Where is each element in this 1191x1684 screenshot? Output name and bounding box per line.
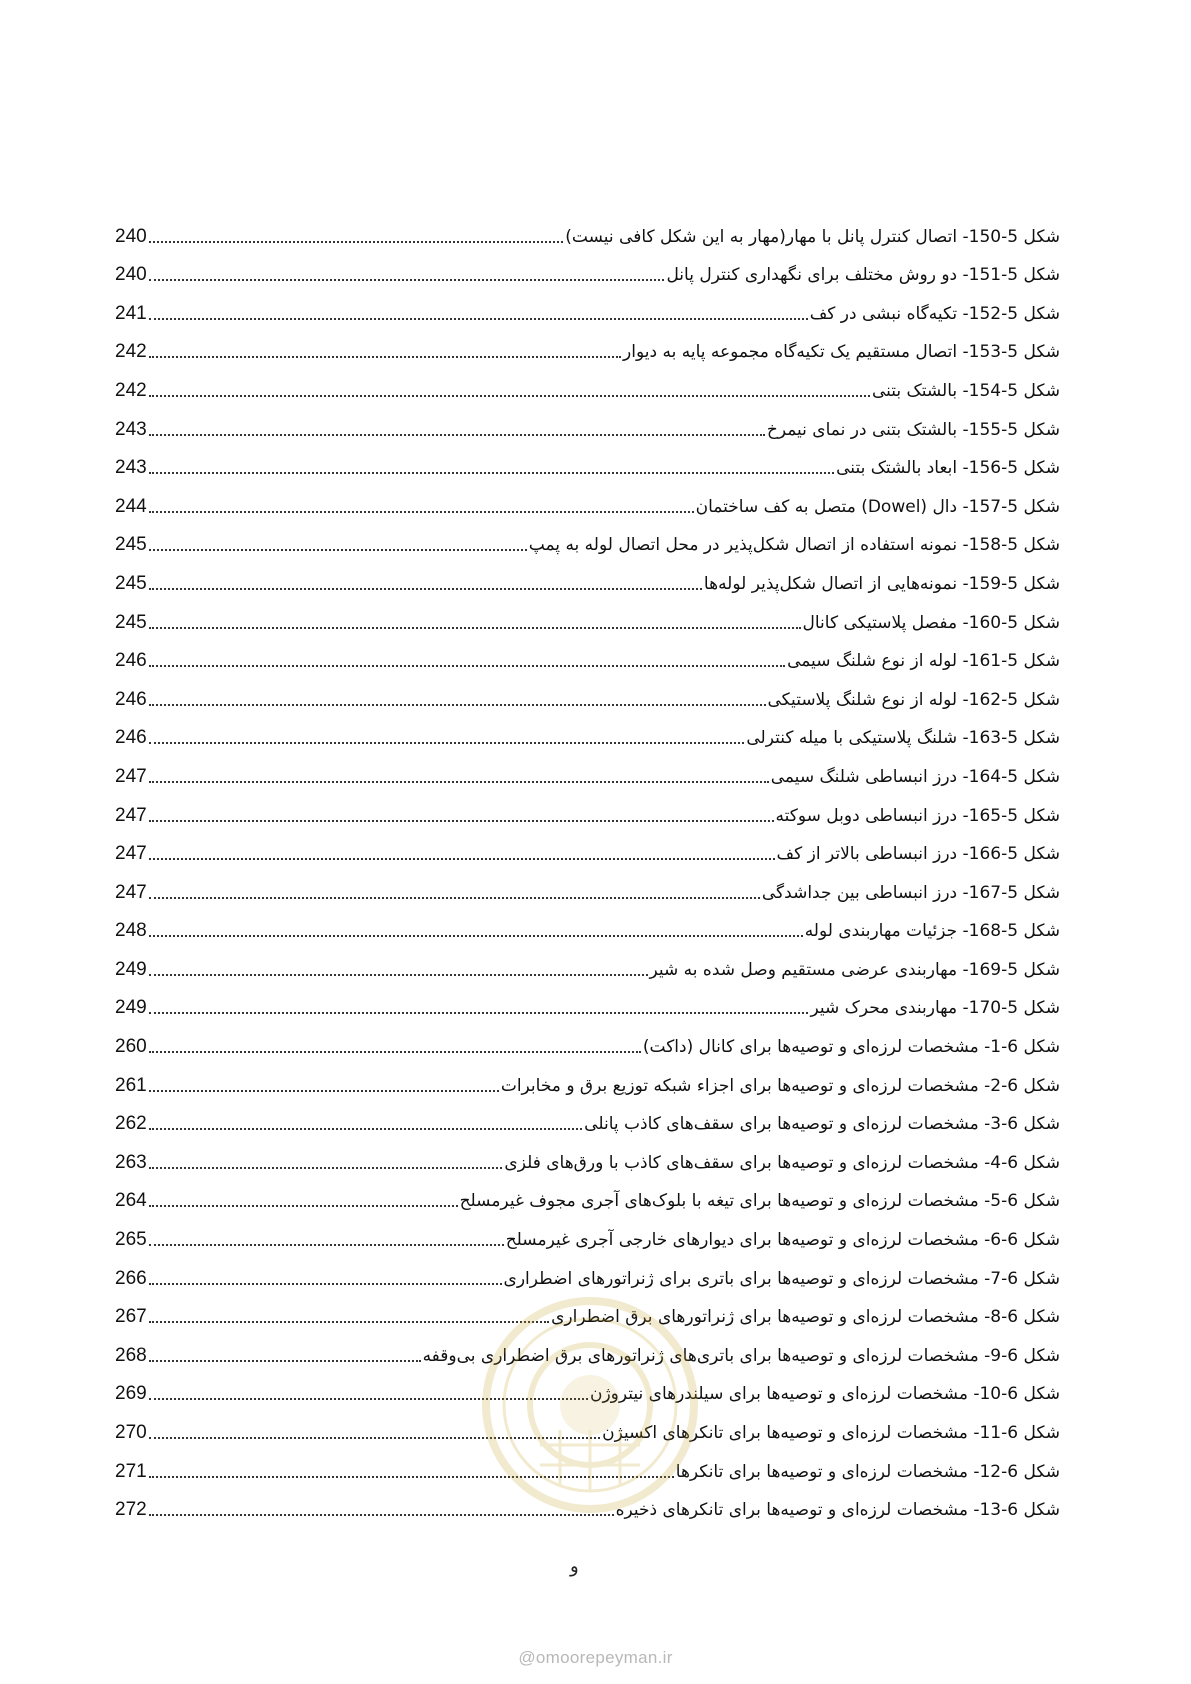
toc-leader-dots [149,820,774,822]
toc-entry-title: شکل 5-166- درز انبساطی بالاتر از کف [776,844,1060,865]
toc-entry-title: شکل 6-6- مشخصات لرزه‌ای و توصیه‌ها برای دیوارهای خارجی آجری غیرمسلح [505,1230,1060,1251]
toc-entry-title: شکل 6-3- مشخصات لرزه‌ای و توصیه‌ها برای سقف‌های کاذب پانلی [584,1114,1060,1135]
toc-entry[interactable] [115,1294,1060,1333]
toc-entry-page: 265 [115,1229,147,1251]
toc-entry-title: شکل 5-161- لوله از نوع شلنگ سیمی [787,651,1060,672]
toc-leader-dots [149,1167,503,1169]
toc-entry[interactable] [115,985,1060,1024]
toc-entry[interactable] [115,1062,1060,1101]
toc-entry-title: شکل 6-2- مشخصات لرزه‌ای و توصیه‌ها برای اجزاء شبکه توزیع برق و مخابرات [500,1075,1060,1096]
toc-entry[interactable] [115,445,1060,484]
toc-entry-title: شکل 5-156- ابعاد بالشتک بتنی [836,458,1060,479]
toc-leader-dots [149,511,694,513]
toc-entry-page: 268 [115,1344,147,1366]
toc-entry-page: 261 [115,1074,147,1096]
toc-leader-dots [149,1128,582,1130]
toc-entry-page: 271 [115,1460,147,1482]
toc-entry-title: شکل 5-165- درز انبساطی دوبل سوکته [775,805,1060,826]
toc-leader-dots [149,241,564,243]
toc-entry[interactable] [115,367,1060,406]
toc-entry[interactable] [115,560,1060,599]
toc-entry-page: 242 [115,341,147,363]
site-watermark-text: @omoorepeyman.ir [518,1648,673,1667]
page-number: و [570,1556,579,1577]
toc-leader-dots [149,1476,674,1478]
toc-entry[interactable] [115,522,1060,561]
toc-entry-page: 246 [115,727,147,749]
toc-entry[interactable] [115,329,1060,368]
toc-leader-dots [149,935,803,937]
toc-leader-dots [149,395,870,397]
toc-entry[interactable] [115,1101,1060,1140]
toc-entry-page: 260 [115,1036,147,1058]
toc-entry-page: 269 [115,1383,147,1405]
toc-leader-dots [149,1321,549,1323]
toc-entry-page: 242 [115,379,147,401]
toc-entry-title: شکل 5-157- دال (Dowel) متصل به کف ساختمان [695,496,1060,517]
toc-entry-title: شکل 6-5- مشخصات لرزه‌ای و توصیه‌ها برای تیغه با بلوک‌های آجری مجوف غیرمسلح [459,1191,1060,1212]
toc-entry-title: شکل 6-1- مشخصات لرزه‌ای و توصیه‌ها برای کانال (داکت) [642,1037,1060,1058]
toc-entry-page: 243 [115,457,147,479]
toc-leader-dots [149,472,834,474]
toc-entry-page: 247 [115,881,147,903]
toc-entry-page: 245 [115,611,147,633]
toc-entry-page: 267 [115,1306,147,1328]
toc-leader-dots [149,704,766,706]
toc-leader-dots [149,356,621,358]
toc-leader-dots [149,1398,588,1400]
toc-entry[interactable] [115,406,1060,445]
toc-leader-dots [149,1514,614,1516]
toc-entry-page: 248 [115,920,147,942]
toc-entry[interactable] [115,946,1060,985]
toc-entry-title: شکل 5-155- بالشتک بتنی در نمای نیمرخ [766,419,1060,440]
toc-entry-page: 245 [115,572,147,594]
toc-entry-page: 243 [115,418,147,440]
toc-entry[interactable] [115,599,1060,638]
toc-entry[interactable] [115,290,1060,329]
toc-entry[interactable] [115,1448,1060,1487]
toc-entry-page: 240 [115,264,147,286]
toc-leader-dots [149,434,765,436]
toc-entry-title: شکل 5-150- اتصال کنترل پانل با مهار(مهار به این شکل کافی نیست) [565,226,1060,247]
toc-leader-dots [149,1360,421,1362]
toc-entry-page: 249 [115,997,147,1019]
toc-entry[interactable] [115,1487,1060,1526]
toc-leader-dots [149,665,785,667]
toc-entry[interactable] [115,1409,1060,1448]
toc-entry[interactable] [115,792,1060,831]
toc-entry-page: 272 [115,1499,147,1521]
toc-leader-dots [149,279,665,281]
toc-entry-page: 270 [115,1422,147,1443]
toc-entry-title: شکل 5-168- جزئیات مهاربندی لوله [804,921,1060,942]
toc-leader-dots [149,1012,809,1014]
toc-entry[interactable] [115,638,1060,677]
toc-entry-title: شکل 6-9- مشخصات لرزه‌ای و توصیه‌ها برای باتری‌های ژنراتورهای برق اضطراری بی‌وقفه [422,1345,1060,1366]
toc-entry[interactable] [115,676,1060,715]
toc-entry-title: شکل 5-169- مهاربندی عرضی مستقیم وصل شده به شیر [649,959,1060,980]
toc-entry-page: 247 [115,804,147,826]
toc-entry[interactable] [115,869,1060,908]
toc-entry-title: شکل 6-7- مشخصات لرزه‌ای و توصیه‌ها برای باتری برای ژنراتورهای اضطراری [503,1268,1060,1289]
toc-entry[interactable] [115,908,1060,947]
toc-entry-title: شکل 6-11- مشخصات لرزه‌ای و توصیه‌ها برای تانکرهای اکسیژن [602,1423,1060,1443]
toc-entry-title: شکل 6-8- مشخصات لرزه‌ای و توصیه‌ها برای ژنراتورهای برق اضطراری [551,1307,1060,1328]
toc-leader-dots [149,1244,504,1246]
toc-entry[interactable] [115,1139,1060,1178]
toc-entry[interactable] [115,483,1060,522]
toc-entry-page: 245 [115,534,147,556]
toc-entry[interactable] [115,715,1060,754]
toc-leader-dots [149,781,769,783]
toc-entry[interactable] [115,1371,1060,1410]
toc-leader-dots [149,1051,641,1053]
toc-leader-dots [149,318,808,320]
toc-entry[interactable] [115,831,1060,870]
toc-leader-dots [149,588,702,590]
toc-entry-title: شکل 5-159- نمونه‌هایی از اتصال شکل‌پذیر لوله‌ها [703,573,1060,594]
toc-entry[interactable] [115,1023,1060,1062]
toc-entry-title: شکل 6-13- مشخصات لرزه‌ای و توصیه‌ها برای تانکرهای ذخیره [615,1500,1060,1521]
toc-entry-title: شکل 5-163- شلنگ پلاستیکی با میله کنترلی [746,728,1060,749]
toc-entry-page: 246 [115,688,147,710]
toc-entry-title: شکل 5-154- بالشتک بتنی [871,380,1060,401]
toc-entry[interactable] [115,1216,1060,1255]
toc-leader-dots [149,1090,499,1092]
toc-leader-dots [149,549,527,551]
toc-entry[interactable] [115,1178,1060,1217]
toc-entry[interactable] [115,1332,1060,1371]
toc-leader-dots [149,974,648,976]
toc-entry-title: شکل 5-158- نمونه استفاده از اتصال شکل‌پذیر در محل اتصال لوله به پمپ [528,535,1060,556]
toc-entry-page: 264 [115,1190,147,1212]
toc-entry-title: شکل 5-170- مهاربندی محرک شیر [810,998,1060,1019]
toc-leader-dots [149,1283,502,1285]
toc-leader-dots [149,1205,458,1207]
toc-entry-page: 241 [115,302,147,324]
toc-entry-page: 263 [115,1151,147,1173]
toc-entry-title: شکل 5-162- لوله از نوع شلنگ پلاستیکی [767,689,1060,710]
toc-entry[interactable] [115,252,1060,291]
toc-entry-page: 247 [115,765,147,787]
toc-entry-page: 262 [115,1113,147,1135]
toc-entry[interactable] [115,213,1060,252]
toc-entry[interactable] [115,1255,1060,1294]
toc-leader-dots [149,858,775,860]
table-of-figures [115,213,1060,1525]
toc-entry-title: شکل 5-164- درز انبساطی شلنگ سیمی [770,766,1060,787]
toc-entry-title: شکل 5-152- تکیه‌گاه نبشی در کف [809,303,1060,324]
toc-entry-page: 266 [115,1267,147,1289]
toc-leader-dots [149,1437,600,1439]
toc-entry-page: 244 [115,495,147,517]
toc-leader-dots [149,742,745,744]
toc-entry-title: شکل 5-151- دو روش مختلف برای نگهداری کنترل پانل [666,265,1060,286]
toc-entry-page: 247 [115,843,147,865]
toc-entry-title: شکل 6-10- مشخصات لرزه‌ای و توصیه‌ها برای سیلندرهای نیتروژن [589,1384,1060,1405]
toc-entry-title: شکل 5-153- اتصال مستقیم یک تکیه‌گاه مجموعه پایه به دیوار [623,342,1060,363]
toc-leader-dots [149,897,760,899]
toc-entry-page: 240 [115,225,147,247]
toc-entry[interactable] [115,753,1060,792]
toc-entry-page: 249 [115,958,147,980]
toc-entry-title: شکل 6-4- مشخصات لرزه‌ای و توصیه‌ها برای سقف‌های کاذب با ورق‌های فلزی [504,1152,1060,1173]
toc-entry-title: شکل 5-167- درز انبساطی بین جداشدگی [761,882,1060,903]
toc-leader-dots [149,627,801,629]
toc-entry-title: شکل 5-160- مفصل پلاستیکی کانال [802,612,1060,633]
toc-entry-page: 246 [115,650,147,672]
toc-entry-title: شکل 6-12- مشخصات لرزه‌ای و توصیه‌ها برای تانکرها [675,1461,1060,1482]
